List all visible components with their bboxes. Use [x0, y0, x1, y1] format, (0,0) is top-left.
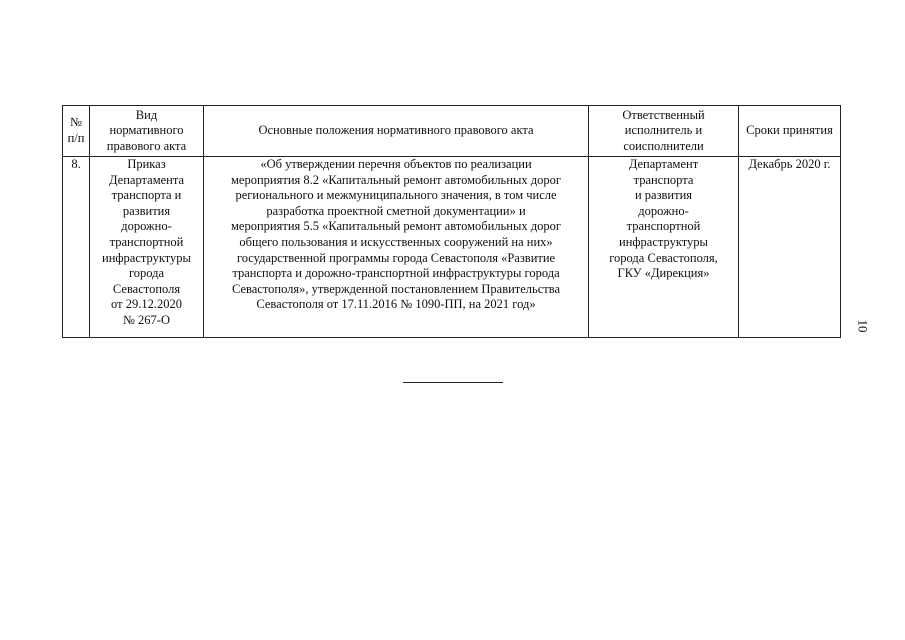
- header-responsible: Ответственный исполнитель и соисполнители: [589, 106, 739, 157]
- cell-responsible: Департамент транспорта и развития дорожно- транспортной инфраструктуры города Севастополя, ГКУ «Дирекция»: [589, 157, 739, 338]
- cell-adoption-term: Декабрь 2020 г.: [739, 157, 841, 338]
- end-separator-line: [403, 382, 503, 383]
- header-main-provisions: Основные положения нормативного правового акта: [204, 106, 589, 157]
- table-header-row: [63, 106, 841, 157]
- cell-main-provisions: «Об утверждении перечня объектов по реализации мероприятия 8.2 «Капитальный ремонт автомобильных дорог регионального и межмуниципального значения, в том числе разработка проектной сметной документации» и мероприятия 5.5 «Капитальный ремонт автомобильных дорог общего пользования и искусственных сооружений на них» государственной программы города Севастополя «Развитие транспорта и дорожно-транспортной инфраструктуры города Севастополя», утвержденной постановлением Правительства Севастополя от 17.11.2016 № 1090-ПП, на 2021 год»: [204, 157, 589, 338]
- cell-number: 8.: [63, 157, 90, 338]
- legal-acts-table: [62, 105, 841, 338]
- table-row: [63, 157, 841, 338]
- header-number: № п/п: [63, 106, 90, 157]
- header-adoption-term: Сроки принятия: [739, 106, 841, 157]
- header-act-kind: Вид нормативного правового акта: [90, 106, 204, 157]
- cell-act-kind: Приказ Департамента транспорта и развития дорожно- транспортной инфраструктуры города Севастополя от 29.12.2020 № 267-О: [90, 157, 204, 338]
- page-number: 10: [855, 319, 871, 333]
